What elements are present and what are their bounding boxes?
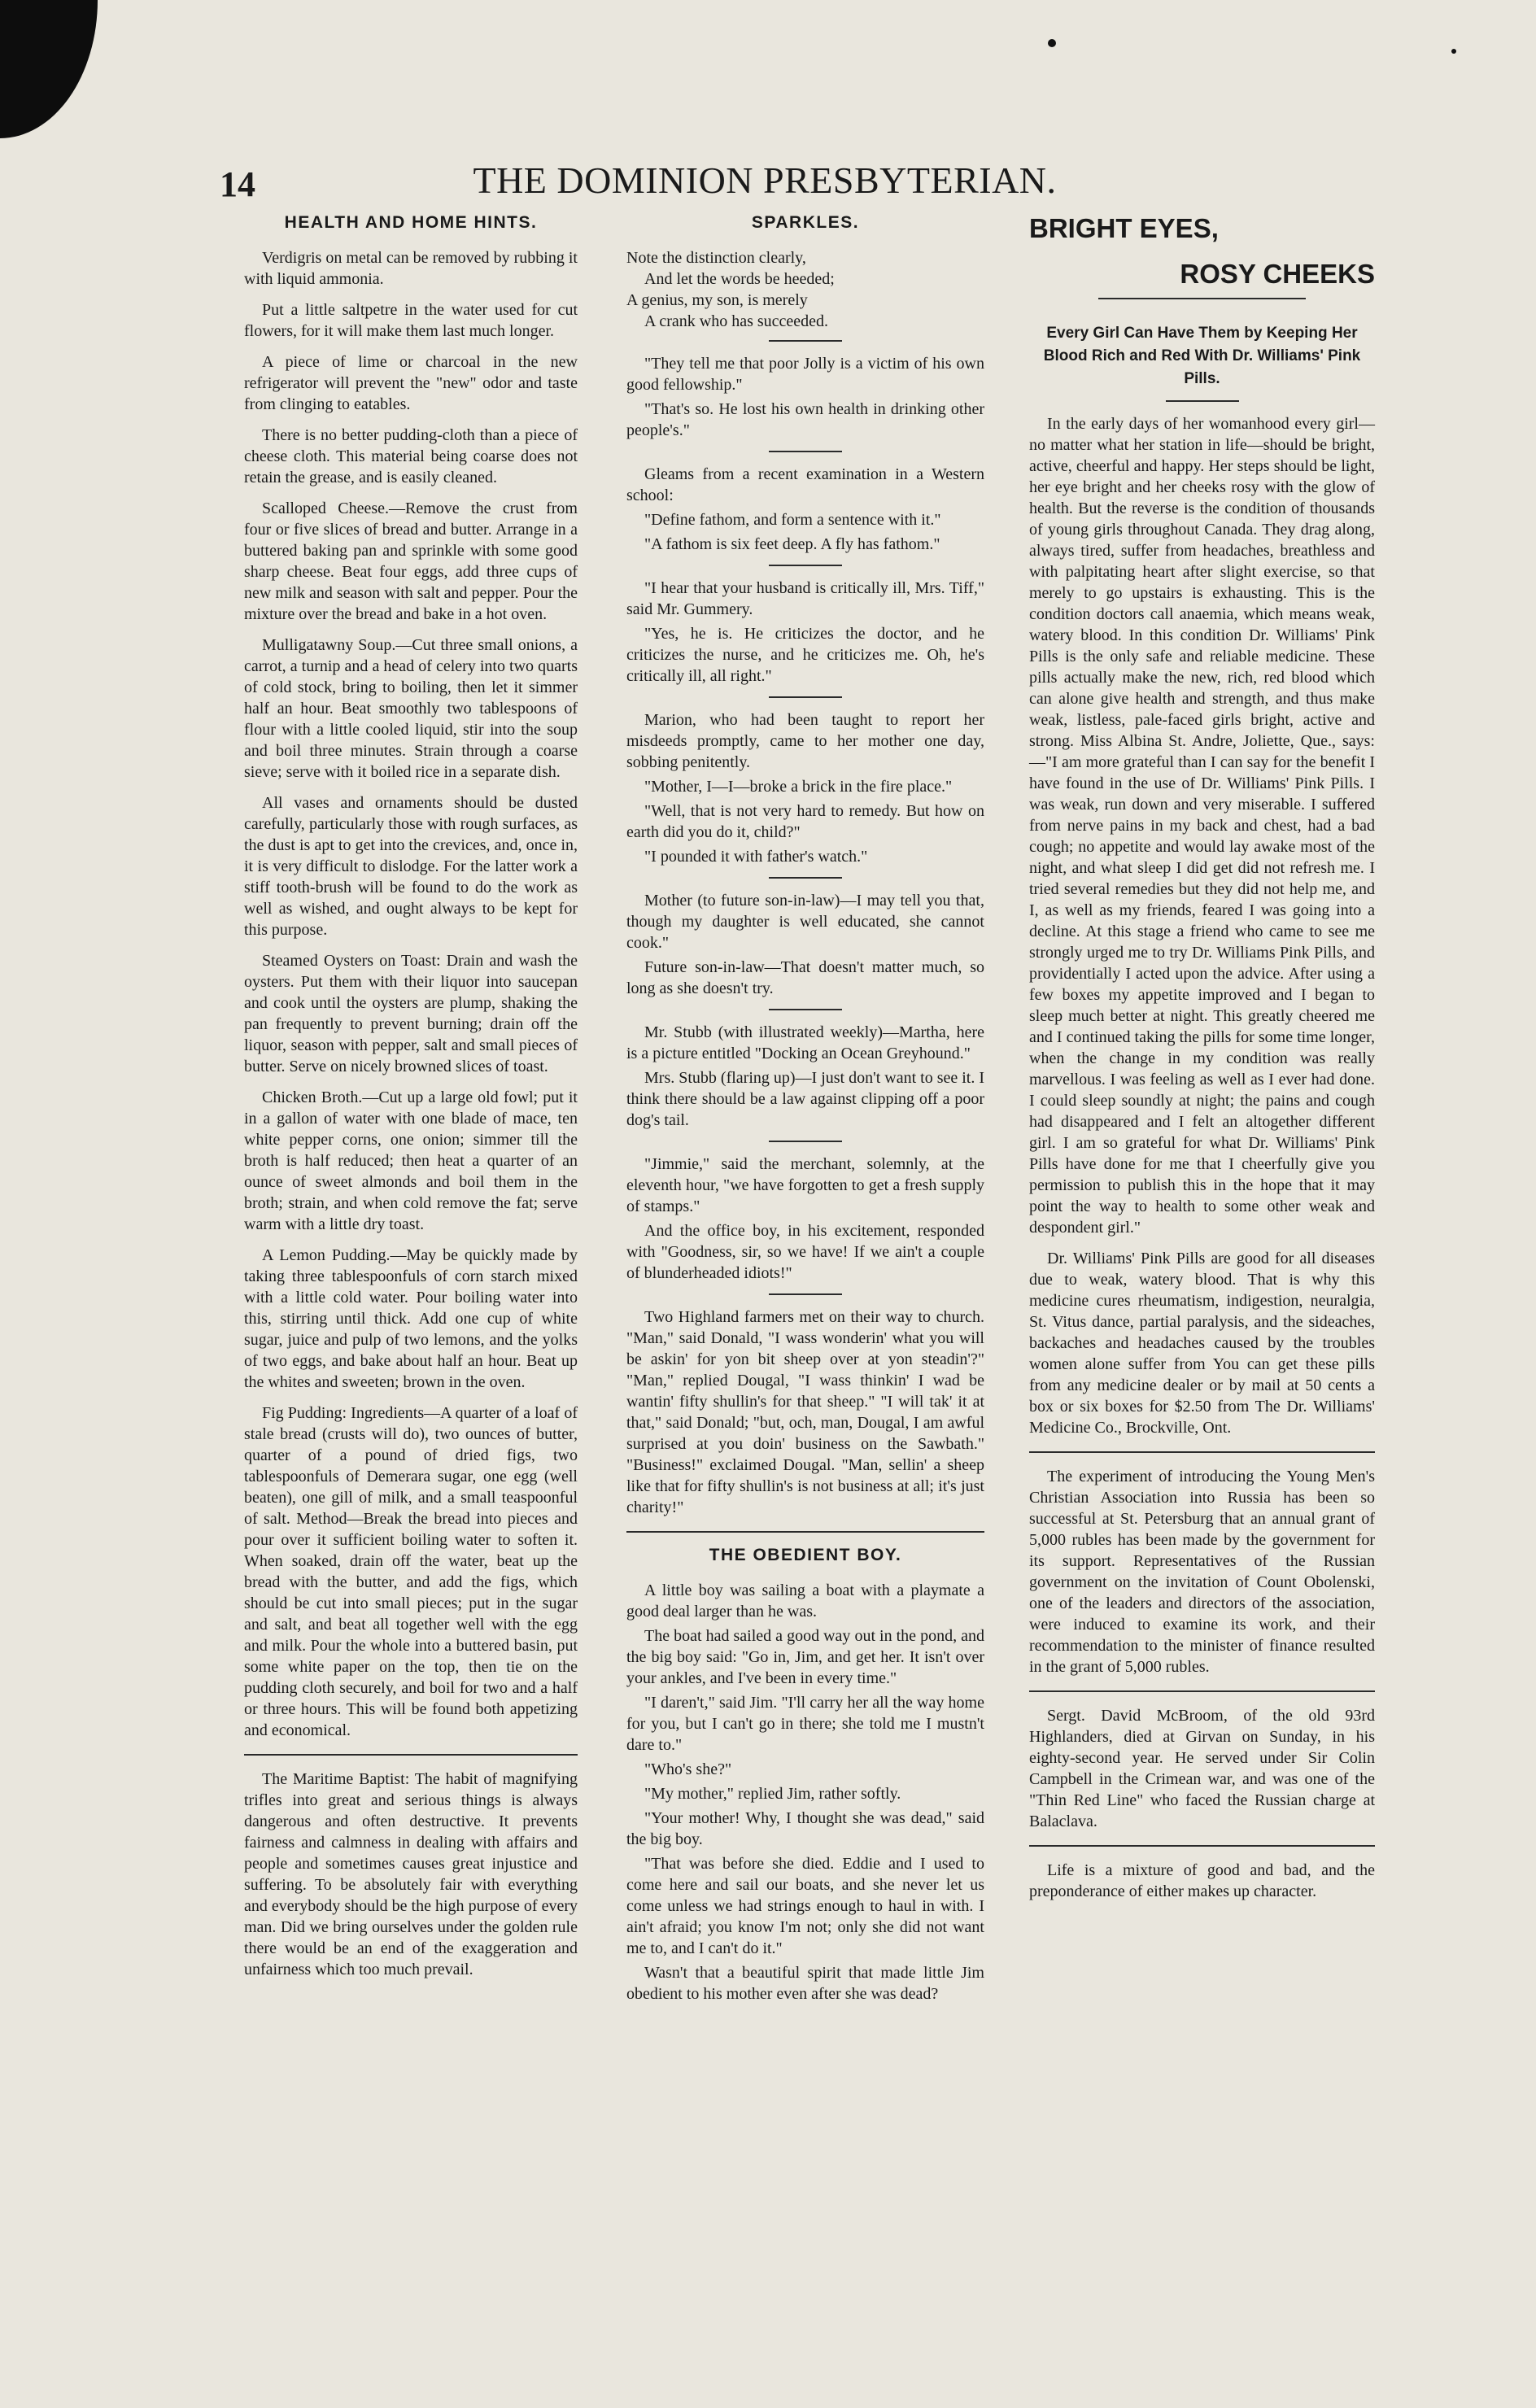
joke-paragraph: Gleams from a recent examination in a Western school:	[626, 465, 984, 504]
story-paragraph: "I daren't," said Jim. "I'll carry her all the way home for you, but I can't go in there; she told me I mustn't dare to."	[626, 1694, 984, 1754]
divider	[769, 451, 842, 452]
page-number: 14	[220, 164, 255, 204]
hint-paragraph: A Lemon Pudding.—May be quickly made by taking three tablespoonfuls of corn starch mixed with a little cold water. Pour boiling water into this, stirring until thick. Add one cup of white sugar, juice and pulp of two lemons, and the yolks of two eggs, and bake about half an hour. Beat up the whites and sweeten; brown in the oven.	[244, 1246, 578, 1391]
story-paragraph: Wasn't that a beautiful spirit that made little Jim obedient to his mother even after she was dead?	[626, 1964, 984, 2003]
story-paragraph: "Your mother! Why, I thought she was dead," said the big boy.	[626, 1809, 984, 1848]
maritime-baptist-paragraph: The Maritime Baptist: The habit of magnifying trifles into great and serious things is always dangerous and often destructive. It prevents fairness and calmness in dealing with affairs and people and sometimes causes great injustice and suffering. To be absolutely fair with everything and everybody should be the high purpose of every man. Did we bring ourselves under the golden rule there would be an end of the exaggeration and unfairness which too much prevail.	[244, 1770, 578, 1978]
hint-paragraph: Put a little saltpetre in the water used for cut flowers, for it will make them last much longer.	[244, 301, 578, 340]
scan-shadow	[0, 0, 98, 138]
newspaper-title: THE DOMINION PRESBYTERIAN.	[473, 159, 1057, 201]
hint-paragraph: A piece of lime or charcoal in the new refrigerator will prevent the "new" odor and taste from clinging to eatables.	[244, 353, 578, 413]
hint-paragraph: Verdigris on metal can be removed by rubbing it with liquid ammonia.	[244, 249, 578, 288]
divider	[1166, 400, 1239, 402]
ad-headline: ROSY CHEEKS	[1180, 259, 1375, 289]
column-rule	[626, 1531, 984, 1533]
divider	[769, 1293, 842, 1295]
ink-speck	[1048, 39, 1056, 47]
joke-paragraph: "A fathom is six feet deep. A fly has fathom."	[644, 535, 940, 553]
joke-paragraph: Two Highland farmers met on their way to church. "Man," said Donald, "I wass wonderin' what you will be askin' for yon bit sheep over at yon steadin'?" "Man," replied Dougal, "I wass thinkin' I wad be wantin' fifty shullin's for that sheep." "I will tak' it at that," said Donald; "but, och, man, Dougal, I am awful surprised at you doin' business on the Sawbath." "Business!" exclaimed Dougal. "Man, sellin' a sheep like that for fifty shullin's is not business at all; it's just charity!"	[626, 1308, 984, 1516]
ad-subheading: Every Girl Can Have Them by Keeping Her Blood Rich and Red With Dr. Williams' Pink Pills.	[1043, 325, 1361, 387]
joke-paragraph: "Well, that is not very hard to remedy. But how on earth did you do it, child?"	[626, 802, 984, 841]
news-paragraph: The experiment of introducing the Young Men's Christian Association into Russia has been so successful at St. Petersburg that an annual grant of 5,000 rubles has been made by the government for its support. Representatives of the Russian government on the invitation of Count Obolenski, one of the leaders and directors of the association, were induced to examine its work, and their recommendation to the minister of finance resulted in the grant of 5,000 rubles.	[1029, 1468, 1375, 1676]
joke-paragraph: "Mother, I—I—broke a brick in the fire place."	[644, 778, 953, 796]
joke-paragraph: "Define fathom, and form a sentence with it."	[644, 511, 941, 529]
verse-line: And let the words be heeded;	[644, 270, 835, 288]
section-heading: THE OBEDIENT BOY.	[709, 1546, 902, 1564]
verse-line: Note the distinction clearly,	[626, 249, 806, 267]
hint-paragraph: Scalloped Cheese.—Remove the crust from four or five slices of bread and butter. Arrange in a buttered baking pan and sprinkle with some good sharp cheese. Beat four eggs, add three cups of new milk and season with salt and pepper. Pour the mixture over the bread and bake in a hot oven.	[244, 499, 578, 623]
section-heading: HEALTH AND HOME HINTS.	[284, 213, 538, 232]
column-rule	[244, 1754, 578, 1756]
column-health-hints	[244, 213, 578, 1990]
divider	[769, 565, 842, 566]
column-rule	[1029, 1845, 1375, 1847]
joke-paragraph: "They tell me that poor Jolly is a victim of his own good fellowship."	[626, 355, 984, 394]
story-paragraph: The boat had sailed a good way out in the pond, and the big boy said: "Go in, Jim, and get her. It isn't over your ankles, and I've been in every time."	[626, 1627, 984, 1687]
joke-paragraph: Mrs. Stubb (flaring up)—I just don't want to see it. I think there should be a law against clipping off a poor dog's tail.	[626, 1069, 984, 1129]
masthead	[220, 159, 1310, 207]
joke-paragraph: Future son-in-law—That doesn't matter much, so long as she doesn't try.	[626, 958, 984, 997]
verse-line: A genius, my son, is merely	[626, 291, 808, 309]
story-paragraph: "That was before she died. Eddie and I used to come here and sail our boats, and she never let us come unless we had strings enough to haul in with. I ain't afraid; you know I'm not; only she did not want me to, and I can't do it."	[626, 1855, 984, 1957]
divider	[769, 1009, 842, 1010]
news-paragraph: Sergt. David McBroom, of the old 93rd Highlanders, died at Girvan on Sunday, in his eighty-second year. He served under Sir Colin Campbell in the Crimean war, and was one of the "Thin Red Line" who faced the Russian charge at Balaclava.	[1029, 1707, 1375, 1830]
story-paragraph: "Who's she?"	[644, 1760, 732, 1778]
column-advertisement	[1029, 213, 1375, 1912]
joke-paragraph: Marion, who had been taught to report her misdeeds promptly, came to her mother one day, sobbing penitently.	[626, 711, 984, 771]
section-heading: SPARKLES.	[751, 213, 860, 232]
divider	[769, 696, 842, 698]
divider	[769, 1141, 842, 1142]
joke-paragraph: "I pounded it with father's watch."	[644, 848, 868, 866]
story-paragraph: A little boy was sailing a boat with a playmate a good deal larger than he was.	[626, 1581, 984, 1621]
ink-speck	[1451, 49, 1456, 54]
ad-headline: BRIGHT EYES,	[1029, 213, 1219, 243]
joke-paragraph: "I hear that your husband is critically ill, Mrs. Tiff," said Mr. Gummery.	[626, 579, 984, 618]
column-rule	[1029, 1690, 1375, 1692]
joke-paragraph: And the office boy, in his excitement, responded with "Goodness, sir, so we have! If we ain't a couple of blunderheaded idiots!"	[626, 1222, 984, 1282]
ad-paragraph: In the early days of her womanhood every girl—no matter what her station in life—should be bright, active, cheerful and happy. Her steps should be light, her eye bright and her cheeks rosy with the glow of health. But the reverse is the condition of thousands of young girls throughout Canada. They drag along, always tired, suffer from headaches, breathless and with palpitating heart after slight exercise, so that merely to go upstairs is exhausting. This is the condition doctors call anaemia, which means weak, watery blood. In this condition Dr. Williams' Pink Pills is the only safe and reliable medicine. These pills actually make the new, rich, red blood which can alone give health and strength, and thus make weak, listless, pale-faced girls bright, active and strong. Miss Albina St. Andre, Joliette, Que., says:—"I am more grateful than I can say for the benefit I have found in the use of Dr. Williams' Pink Pills. I was weak, run down and very miserable. I suffered from nerve pains in my back and chest, had a bad cough; no appetite and would lay awake most of the night, and what sleep I did get did not refresh me. I tried several remedies but they did not help me, and I, as well as my friends, feared I was going into a decline. At this stage a friend who came to see me strongly urged me to try Dr. Williams Pink Pills, and providentially I acted upon the advice. After using a few boxes my appetite improved and I began to sleep much better at night. This greatly cheered me and I continued taking the pills for some time longer, when the change in my condition was really marvellous. I was feeling as well as I ever had done. I could sleep soundly at night; the pains and cough had disappeared and I felt an altogether different girl. I am so grateful for what Dr. Williams' Pink Pills have done for me that I cheerfully give you permission to publish this in the hope that it may point the way to health to some other weak and despondent girl."	[1029, 415, 1375, 1237]
verse-line: A crank who has succeeded.	[644, 312, 829, 330]
news-paragraph: Life is a mixture of good and bad, and the preponderance of either makes up character.	[1029, 1861, 1375, 1900]
hint-paragraph: Fig Pudding: Ingredients—A quarter of a loaf of stale bread (crusts will do), two ounces of butter, quarter of a pound of dried figs, two tablespoonfuls of Demerara sugar, one egg (well beaten), one gill of milk, and a small teaspoonful of salt. Method—Break the bread into pieces and pour over it sufficient boiling water to soften it. When soaked, drain off the water, beat up the bread with the butter, and add the figs, which should be cut into small pieces; put in the sugar and salt, and beat all together well with the egg and milk. Pour the whole into a buttered basin, put some white paper on the top, then tie on the pudding cloth securely, and boil for two and a half or three hours. This will be found both appetizing and economical.	[244, 1404, 578, 1739]
hint-paragraph: Steamed Oysters on Toast: Drain and wash the oysters. Put them with their liquor into saucepan and cook until the oysters are plump, shaking the pan frequently to prevent burning; drain off the liquor, season with pepper, salt and small pieces of butter. Serve on nicely browned slices of toast.	[244, 952, 578, 1075]
divider	[1098, 298, 1306, 299]
joke-paragraph: "Yes, he is. He criticizes the doctor, and he criticizes the nurse, and he criticizes me. Oh, he's critically ill, all right."	[626, 625, 984, 685]
joke-paragraph: Mr. Stubb (with illustrated weekly)—Martha, here is a picture entitled "Docking an Ocean Greyhound."	[626, 1023, 984, 1062]
hint-paragraph: Mulligatawny Soup.—Cut three small onions, a carrot, a turnip and a head of celery into two quarts of cold stock, bring to boiling, then let it simmer half an hour. Beat smoothly two tablespoons of flour with a little cooled liquid, stir into the soup and boil three minutes. Strain through a coarse sieve; serve with it boiled rice in a separate dish.	[244, 636, 578, 781]
column-rule	[1029, 1451, 1375, 1453]
column-sparkles	[626, 213, 984, 2014]
divider	[769, 877, 842, 879]
joke-paragraph: Mother (to future son-in-law)—I may tell you that, though my daughter is well educated, she cannot cook."	[626, 892, 984, 952]
hint-paragraph: There is no better pudding-cloth than a piece of cheese cloth. This material being coarse does not retain the grease, and is easily cleaned.	[244, 426, 578, 486]
story-paragraph: "My mother," replied Jim, rather softly.	[644, 1785, 901, 1803]
divider	[769, 340, 842, 342]
joke-paragraph: "Jimmie," said the merchant, solemnly, at the eleventh hour, "we have forgotten to get a fresh supply of stamps."	[626, 1155, 984, 1215]
hint-paragraph: All vases and ornaments should be dusted carefully, particularly those with rough surfaces, as the dust is apt to get into the crevices, and, once in, it is very difficult to dislodge. For the latter work a stiff tooth-brush will be found to do the work as well as wished, and ought always to be kept for this purpose.	[244, 794, 578, 939]
ad-paragraph: Dr. Williams' Pink Pills are good for all diseases due to weak, watery blood. That is why this medicine cures rheumatism, indigestion, neuralgia, St. Vitus dance, partial paralysis, and the sideaches, backaches and headaches caused by the troubles women alone suffer from You can get these pills from any medicine dealer or by mail at 50 cents a box or six boxes for $2.50 from The Dr. Williams' Medicine Co., Brockville, Ont.	[1029, 1250, 1375, 1437]
joke-paragraph: "That's so. He lost his own health in drinking other people's."	[626, 400, 984, 439]
hint-paragraph: Chicken Broth.—Cut up a large old fowl; put it in a gallon of water with one blade of mace, ten white pepper corns, one onion; simmer till the broth is half reduced; then heat a quarter of an ounce of sweet almonds and boil them in the broth; strain, and when cold remove the fat; serve warm with a little dry toast.	[244, 1088, 578, 1233]
